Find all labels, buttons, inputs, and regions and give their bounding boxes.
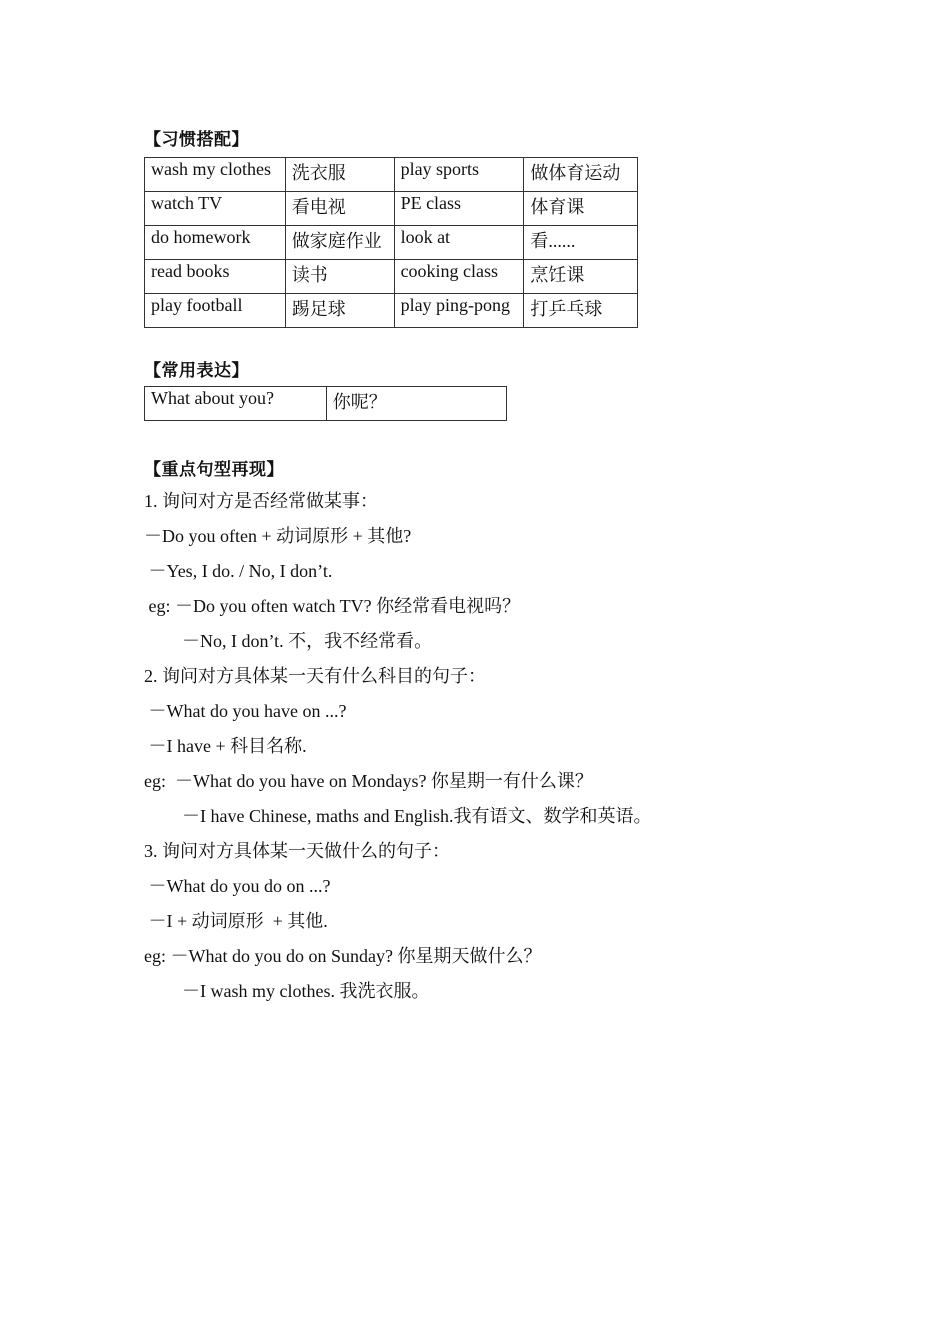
table-cell: 打乒乓球 — [524, 294, 638, 328]
table-cell: 做家庭作业 — [285, 226, 394, 260]
table-cell: read books — [145, 260, 286, 294]
sentence-line: 3. 询问对方具体某一天做什么的句子： — [144, 841, 450, 861]
sentence-line: －I + 动词原形 + 其他. — [144, 911, 328, 931]
table-cell: wash my clothes — [145, 158, 286, 192]
table-cell: 洗衣服 — [285, 158, 394, 192]
sentence-line: －I wash my clothes. 我洗衣服。 — [182, 981, 430, 1001]
sentence-line: eg: －What do you have on Mondays? 你星期一有什么课？ — [144, 771, 593, 791]
table-cell: cooking class — [394, 260, 524, 294]
section-title-collocations: 【习惯搭配】 — [144, 130, 249, 150]
sentence-line: －I have + 科目名称. — [144, 736, 307, 756]
table-row — [145, 226, 638, 260]
collocations-table — [144, 157, 638, 328]
table-row — [145, 387, 507, 421]
table-cell: look at — [394, 226, 524, 260]
sentence-line: －I have Chinese, maths and English.我有语文、数学和英语。 — [182, 806, 652, 826]
sentence-line: eg: －Do you often watch TV? 你经常看电视吗？ — [144, 596, 521, 616]
table-cell: play football — [145, 294, 286, 328]
table-row — [145, 260, 638, 294]
sentence-line: －Yes, I do. / No, I don’t. — [144, 561, 333, 581]
table-cell: play ping-pong — [394, 294, 524, 328]
table-cell: 体育课 — [524, 192, 638, 226]
section-title-key-sentences: 【重点句型再现】 — [144, 460, 284, 480]
table-cell: do homework — [145, 226, 286, 260]
table-cell: PE class — [394, 192, 524, 226]
table-cell: 看电视 — [285, 192, 394, 226]
table-cell: 读书 — [285, 260, 394, 294]
sentence-line: 2. 询问对方具体某一天有什么科目的句子： — [144, 666, 486, 686]
table-cell: 做体育运动 — [524, 158, 638, 192]
table-cell: play sports — [394, 158, 524, 192]
table-cell: watch TV — [145, 192, 286, 226]
sentence-line: －What do you do on ...? — [144, 876, 331, 896]
sentence-line: －No, I don’t. 不，我不经常看。 — [182, 631, 433, 651]
table-cell: 你呢？ — [326, 387, 506, 421]
table-cell: 看...... — [524, 226, 638, 260]
table-row — [145, 192, 638, 226]
sentence-line: eg: －What do you do on Sunday? 你星期天做什么？ — [144, 946, 542, 966]
table-row — [145, 158, 638, 192]
table-cell: What about you? — [145, 387, 327, 421]
sentence-line: －What do you have on ...? — [144, 701, 347, 721]
sentence-line: 1. 询问对方是否经常做某事： — [144, 491, 378, 511]
table-cell: 烹饪课 — [524, 260, 638, 294]
table-cell: 踢足球 — [285, 294, 394, 328]
expressions-table — [144, 386, 507, 421]
table-row — [145, 294, 638, 328]
section-title-expressions: 【常用表达】 — [144, 361, 249, 381]
sentence-line: －Do you often + 动词原形 + 其他? — [144, 526, 412, 546]
